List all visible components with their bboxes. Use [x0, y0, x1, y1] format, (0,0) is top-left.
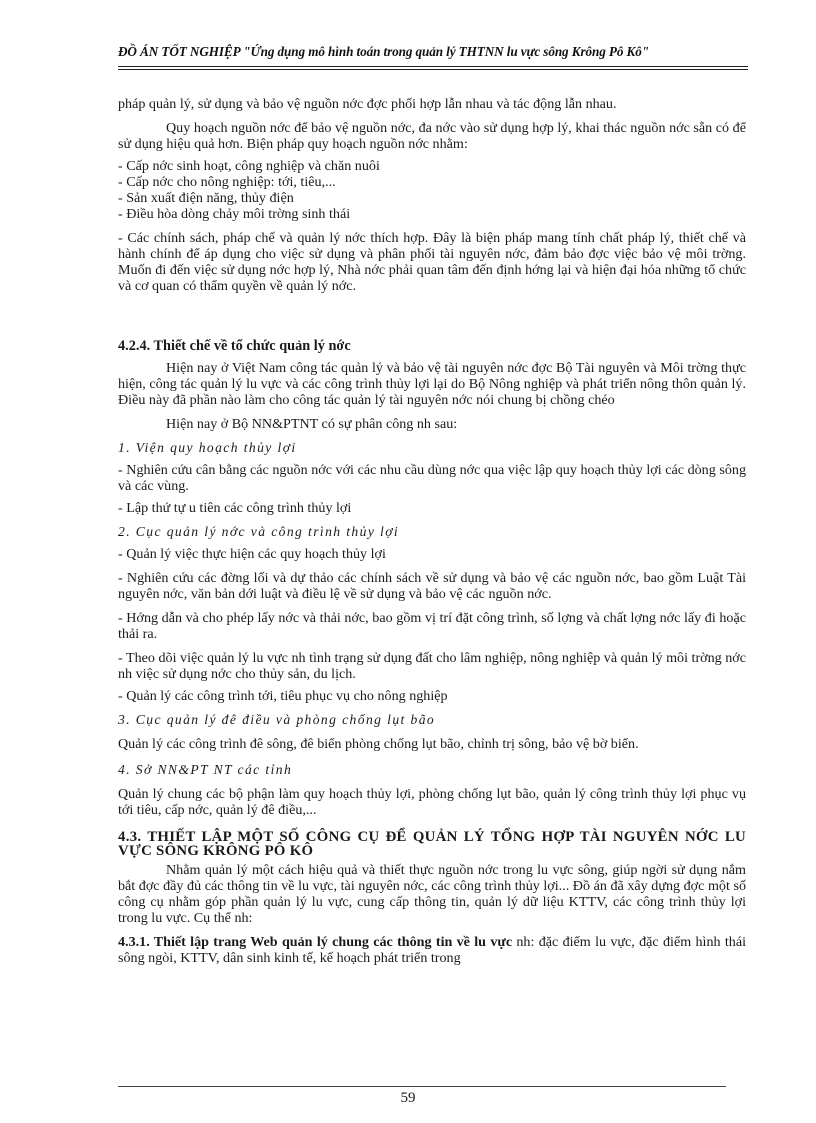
list-item: - Điều hòa dòng chảy môi trờng sinh thái — [118, 206, 351, 222]
section-heading: 4.2.4. Thiết chế về tổ chức quản lý nớc — [118, 338, 351, 354]
paragraph: Quản lý các công trình đê sông, đê biển phòng chống lụt bão, chỉnh trị sông, bảo vệ bờ biển. — [118, 736, 639, 752]
paragraph: - Quản lý việc thực hiện các quy hoạch thủy lợi — [118, 546, 386, 562]
paragraph: Quản lý chung các bộ phận làm quy hoạch thủy lợi, phòng chống lụt bão, quản lý công trình thủy lợi phục vụ tới tiêu, cấp nớc, quản lý đê điều,... — [118, 786, 746, 818]
list-item: - Cấp nớc cho nông nghiệp: tới, tiêu,... — [118, 174, 336, 190]
subsection-heading: 4. Sở NN&PT NT các tỉnh — [118, 762, 293, 777]
paragraph: - Nghiên cứu cân bằng các nguồn nớc với các nhu cầu dùng nớc qua việc lập quy hoạch thủy lợi các dòng sông và các vùng. — [118, 462, 746, 494]
chapter-heading: 4.3. THIẾT LẬP MỘT SỐ CÔNG CỤ ĐỂ QUẢN LÝ TỔNG HỢP TÀI NGUYÊN NỚC LU VỰC SÔNG KRÔNG PÔ KÔ — [118, 829, 746, 859]
page-number: 59 — [400, 1090, 416, 1106]
footer-rule — [118, 1086, 726, 1087]
paragraph: Hiện nay ở Việt Nam công tác quản lý và bảo vệ tài nguyên nớc đợc Bộ Tài nguyên và Môi trờng thực hiện, công tác quản lý lu vực và các công trình thủy lợi lại do Bộ Nông nghiệp và phát triển nông thôn quản lý. Điều này đã phần nào làm cho công tác quản lý tài nguyên nớc nói chung bị chồng chéo — [118, 360, 746, 408]
subsection-heading: 3. Cục quản lý đê điều và phòng chống lụt bão — [118, 712, 436, 727]
paragraph: Quy hoạch nguồn nớc để bảo vệ nguồn nớc, đa nớc vào sử dụng hợp lý, khai thác nguồn nớc sẵn có để sử dụng hiệu quả hơn. Biện pháp quy hoạch nguồn nớc nhằm: — [118, 120, 746, 152]
subsection-heading: 2. Cục quản lý nớc và công trình thủy lợi — [118, 524, 400, 539]
paragraph-text: nh: đặc điểm lu vực, đặc điểm hình thái sông ngòi, KTTV, dân sinh kinh tế, kế hoạch phát triển trong — [118, 934, 746, 966]
section-heading-inline: 4.3.1. Thiết lập trang Web quản lý chung các thông tin về lu vực — [118, 934, 513, 950]
subsection-heading: 1. Viện quy hoạch thủy lợi — [118, 440, 297, 455]
paragraph: - Các chính sách, pháp chế và quản lý nớc thích hợp. Đây là biện pháp mang tính chất pháp lý, thiết chế và hành chính để áp dụng cho việc sử dụng và phân phối tài nguyên nớc, đảm bảo đợc việc bảo vệ môi trờng. Muốn đi đến việc sử dụng nớc hợp lý, Nhà nớc phải quan tâm đến định hớng lại và hiện đại hóa những tổ chức và cơ quan có thẩm quyền về quản lý nớc. — [118, 230, 746, 294]
paragraph — [118, 934, 746, 966]
paragraph: - Theo dõi việc quản lý lu vực nh tình trạng sử dụng đất cho lâm nghiệp, nông nghiệp và quản lý môi trờng nớc nh việc sử dụng nớc cho thủy sản, du lịch. — [118, 650, 746, 682]
paragraph: - Nghiên cứu các đờng lối và dự thảo các chính sách về sử dụng và bảo vệ các nguồn nớc, bao gồm Luật Tài nguyên nớc, văn bản dới luật và điều lệ về sử dụng và bảo vệ các nguồn nớc. — [118, 570, 746, 602]
page-body — [118, 96, 746, 966]
list-item: - Cấp nớc sinh hoạt, công nghiệp và chăn nuôi — [118, 158, 380, 174]
paragraph: Hiện nay ở Bộ NN&PTNT có sự phân công nh sau: — [166, 416, 458, 432]
bullet-list — [118, 158, 746, 222]
paragraph: Nhằm quản lý một cách hiệu quả và thiết thực nguồn nớc trong lu vực sông, giúp ngời sử dụng nắm bắt đợc đầy đủ các thông tin về lu vực, tài nguyên nớc, các công trình thủy lợi... Đồ án đã xây dựng đợc một số công cụ nhằm góp phần quản lý lu vực, cung cấp thông tin, quản lý dữ liệu KTTV, các công trình thủy lợi trong lu vực. Cụ thể nh: — [118, 862, 746, 926]
paragraph: - Quản lý các công trình tới, tiêu phục vụ cho nông nghiệp — [118, 688, 448, 704]
header-rule — [118, 66, 748, 70]
paragraph: - Hớng dẫn và cho phép lấy nớc và thải nớc, bao gồm vị trí đặt công trình, số lợng và chất lợng nớc lấy đi hoặc thải ra. — [118, 610, 746, 642]
list-item: - Sản xuất điện năng, thủy điện — [118, 190, 294, 206]
running-header: ĐỒ ÁN TỐT NGHIỆP "Ứng dụng mô hình toán trong quản lý THTNN lu vực sông Krông Pô Kô" — [118, 44, 649, 59]
paragraph: pháp quản lý, sử dụng và bảo vệ nguồn nớc đợc phối hợp lẫn nhau và tác động lẫn nhau. — [118, 96, 617, 112]
paragraph: - Lập thứ tự u tiên các công trình thủy lợi — [118, 500, 352, 516]
